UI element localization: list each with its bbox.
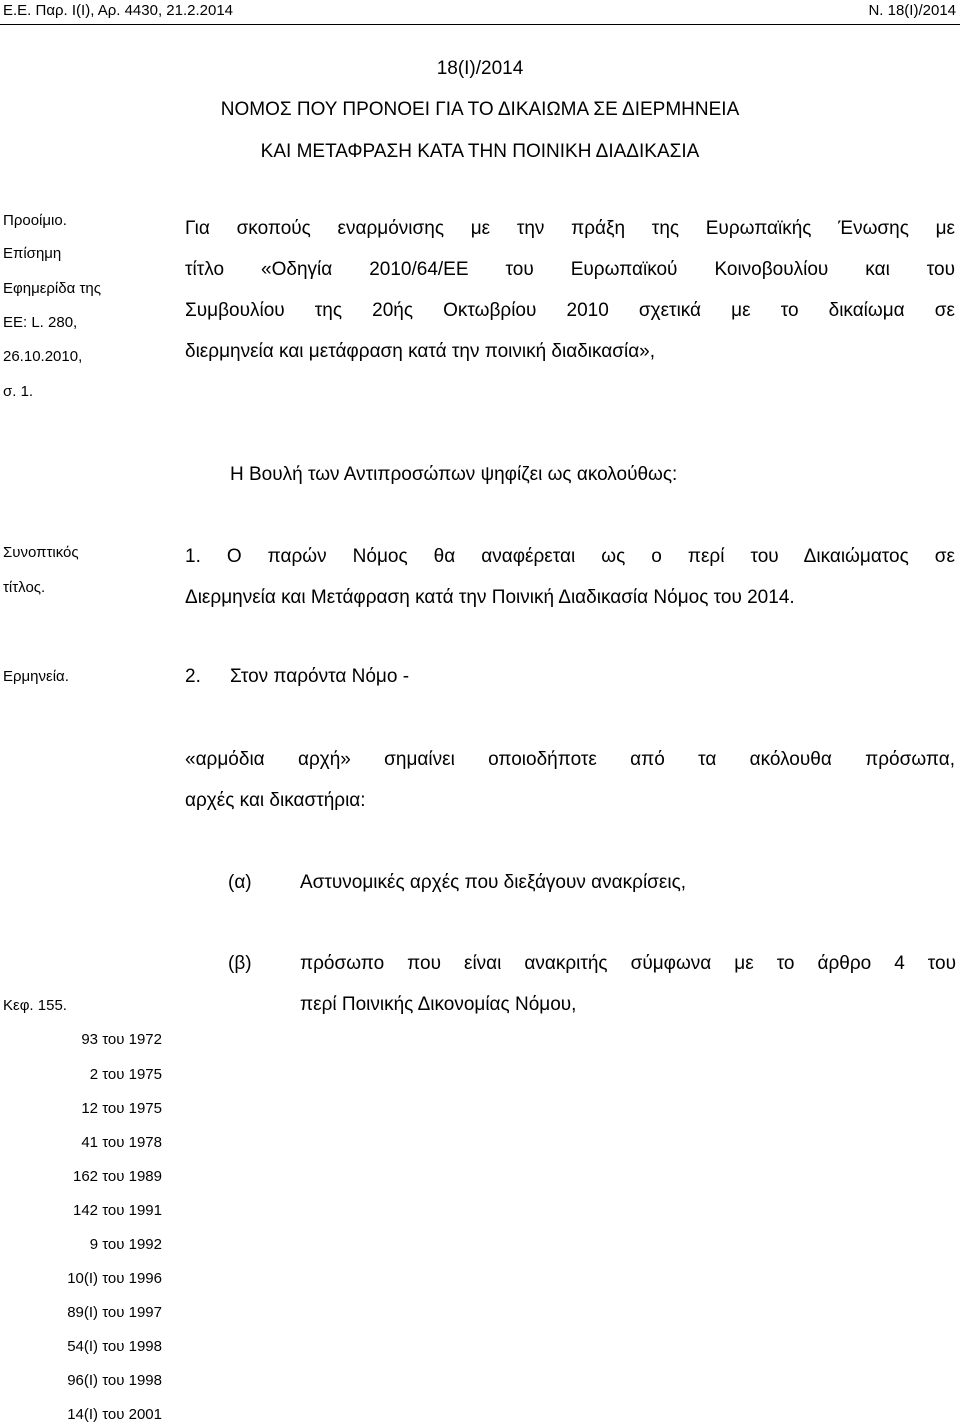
margin-note: Επίσημη: [3, 245, 62, 262]
amendment-ref: 162 του 1989: [73, 1168, 162, 1185]
amendment-ref: 142 του 1991: [73, 1202, 162, 1219]
header-left: Ε.Ε. Παρ. Ι(Ι), Αρ. 4430, 21.2.2014: [3, 2, 234, 19]
amendment-ref: 14(Ι) του 2001: [67, 1406, 162, 1423]
header-rule: [0, 24, 960, 25]
margin-preamble: Προοίμιο.: [3, 212, 67, 229]
margin-note: σ. 1.: [3, 383, 34, 400]
title-line-1: ΝΟΜΟΣ ΠΟΥ ΠΡΟΝΟΕΙ ΓΙΑ ΤΟ ΔΙΚΑΙΩΜΑ ΣΕ ΔΙΕΡΜΗΝΕΙΑ: [220, 99, 740, 120]
item-label-b: (β): [228, 953, 252, 974]
amendment-ref: 10(Ι) του 1996: [67, 1270, 162, 1287]
preamble-line: Για σκοπούς εναρμόνισης με την πράξη της Ευρωπαϊκής Ένωσης με: [185, 218, 955, 239]
margin-note: ΕΕ: L. 280,: [3, 314, 78, 331]
section-1-line: 1. Ο παρών Νόμος θα αναφέρεται ως ο περί του Δικαιώματος σε: [185, 546, 955, 567]
margin-note: Εφημερίδα της: [3, 280, 101, 297]
margin-short-title: Συνοπτικός: [3, 544, 79, 561]
title-line-2: ΚΑΙ ΜΕΤΑΦΡΑΣΗ ΚΑΤΑ ΤΗΝ ΠΟΙΝΙΚΗ ΔΙΑΔΙΚΑΣΙΑ: [260, 141, 700, 162]
header-right: Ν. 18(Ι)/2014: [868, 2, 956, 19]
section-2-intro: Στον παρόντα Νόμο -: [230, 666, 410, 687]
preamble-line: τίτλο «Οδηγία 2010/64/ΕΕ του Ευρωπαϊκού Κοινοβουλίου και του: [185, 259, 955, 280]
preamble-line: Συμβουλίου της 20ής Οκτωβρίου 2010 σχετικά με το δικαίωμα σε: [185, 300, 955, 321]
item-text-a: Αστυνομικές αρχές που διεξάγουν ανακρίσεις,: [300, 872, 687, 893]
item-text-b: περί Ποινικής Δικονομίας Νόμου,: [300, 994, 577, 1015]
margin-chapter-ref: Κεφ. 155.: [3, 997, 67, 1014]
margin-note: τίτλος.: [3, 579, 46, 596]
amendment-ref: 93 του 1972: [81, 1031, 162, 1048]
margin-interpretation: Ερμηνεία.: [3, 668, 69, 685]
amendment-ref: 9 του 1992: [89, 1236, 162, 1253]
section-2-number: 2.: [185, 666, 201, 687]
amendment-ref: 89(Ι) του 1997: [67, 1304, 162, 1321]
law-number: 18(Ι)/2014: [436, 58, 524, 79]
amendment-ref: 54(Ι) του 1998: [67, 1338, 162, 1355]
amendment-ref: 96(Ι) του 1998: [67, 1372, 162, 1389]
margin-note: 26.10.2010,: [3, 348, 83, 365]
item-label-a: (α): [228, 872, 252, 893]
enactment-clause: Η Βουλή των Αντιπροσώπων ψηφίζει ως ακολούθως:: [230, 464, 678, 485]
definition-line: αρχές και δικαστήρια:: [185, 790, 366, 811]
amendment-ref: 41 του 1978: [81, 1134, 162, 1151]
amendment-ref: 12 του 1975: [81, 1100, 162, 1117]
preamble-line: διερμηνεία και μετάφραση κατά την ποινική διαδικασία»,: [185, 341, 656, 362]
amendment-ref: 2 του 1975: [89, 1066, 162, 1083]
definition-line: «αρμόδια αρχή» σημαίνει οποιοδήποτε από τα ακόλουθα πρόσωπα,: [185, 749, 955, 770]
section-1-line: Διερμηνεία και Μετάφραση κατά την Ποινική Διαδικασία Νόμος του 2014.: [185, 587, 795, 608]
item-text-b: πρόσωπο που είναι ανακριτής σύμφωνα με το άρθρο 4 του: [300, 953, 956, 974]
